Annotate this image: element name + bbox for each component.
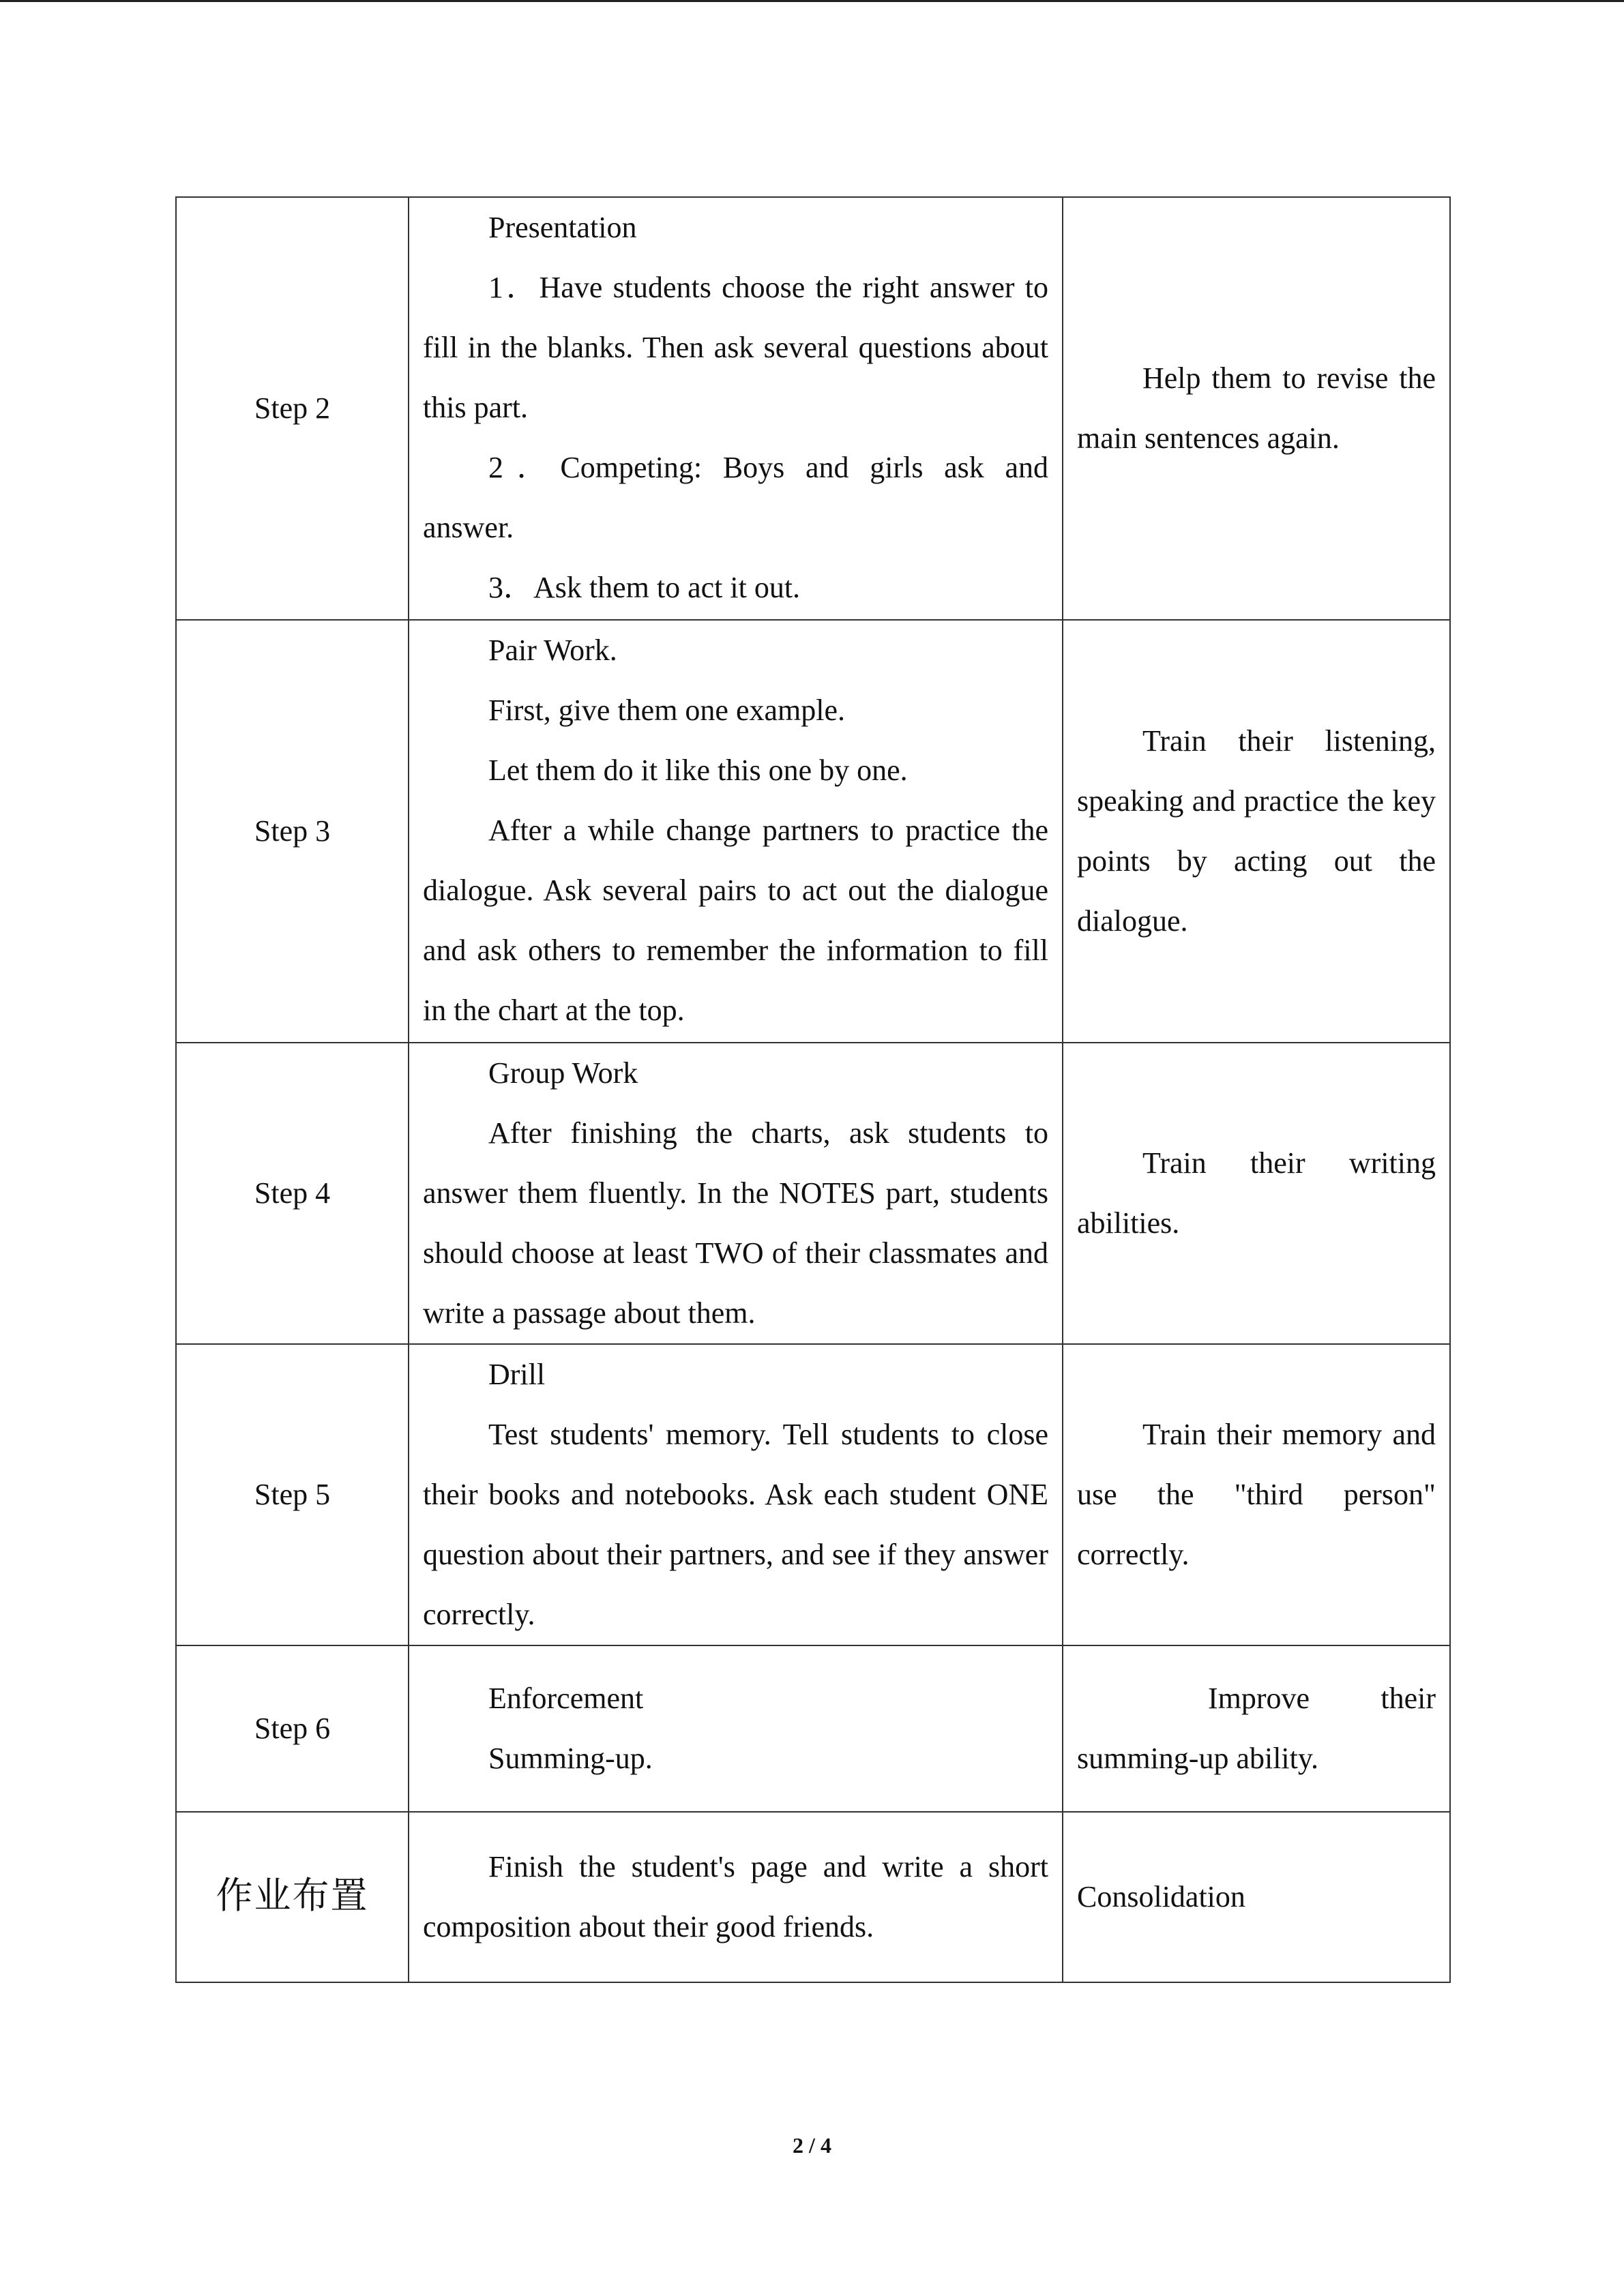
purpose-text: Consolidation (1077, 1880, 1245, 1913)
step-label: Step 6 (254, 1712, 331, 1745)
table-row-step-4 (176, 1043, 1450, 1344)
procedure-cell (409, 197, 1063, 620)
step-label: Step 3 (254, 814, 331, 848)
table-row-step-6 (176, 1645, 1450, 1812)
purpose-text: Train their writing abilities. (1077, 1146, 1436, 1240)
procedure-item: After a while change partners to practice the dialogue. Ask several pairs to act out the dialogue and ask others to remember the information to fill in the chart at the top. (423, 814, 1048, 1027)
procedure-cell (409, 1645, 1063, 1812)
step-cell (176, 1645, 409, 1812)
purpose-text: Train their listening, speaking and practice the key points by acting out the dialogue. (1077, 724, 1436, 938)
purpose-line: summing-up ability. (1077, 1742, 1319, 1775)
procedure-heading: Pair Work. (488, 633, 617, 667)
purpose-text: Help them to revise the main sentences again. (1077, 361, 1436, 455)
purpose-cell (1063, 197, 1450, 620)
step-cell (176, 620, 409, 1043)
step-cell (176, 1812, 409, 1982)
procedure-item: After finishing the charts, ask students to answer them fluently. In the NOTES part, students should choose at least TWO of their classmates and write a passage about them. (423, 1116, 1048, 1330)
procedure-item: First, give them one example. (488, 694, 845, 727)
purpose-cell (1063, 1344, 1450, 1645)
step-cell (176, 197, 409, 620)
procedure-heading: Drill (488, 1358, 546, 1391)
procedure-item: Test students' memory. Tell students to close their books and notebooks. Ask each student ONE question about their partners, and see if they answer correctly. (423, 1418, 1048, 1631)
procedure-heading: Group Work (488, 1056, 638, 1090)
top-border-line (0, 0, 1624, 2)
homework-label: 作业布置 (216, 1874, 369, 1917)
procedure-item: 1．Have students choose the right answer to fill in the blanks. Then ask several questions about this part. (423, 271, 1048, 424)
purpose-word: their (1381, 1682, 1436, 1715)
step-label: Step 5 (254, 1478, 331, 1511)
table-row-homework (176, 1812, 1450, 1982)
table-row-step-3 (176, 620, 1450, 1043)
procedure-item: Let them do it like this one by one. (488, 754, 908, 787)
lesson-plan-table (175, 196, 1451, 1983)
procedure-heading: Presentation (488, 211, 637, 244)
step-cell (176, 1344, 409, 1645)
procedure-item: 3．Ask them to act it out. (488, 571, 801, 604)
purpose-word: Improve (1208, 1682, 1310, 1715)
procedure-item: Summing-up. (488, 1742, 653, 1775)
step-label: Step 2 (254, 391, 331, 425)
step-label: Step 4 (254, 1176, 331, 1210)
purpose-text: Train their memory and use the "third person" correctly. (1077, 1418, 1436, 1571)
procedure-cell (409, 1812, 1063, 1982)
procedure-heading: Enforcement (488, 1682, 644, 1715)
purpose-line (1077, 1669, 1436, 1729)
procedure-item: 2．Competing: Boys and girls ask and answer. (423, 451, 1048, 544)
table-row-step-5 (176, 1344, 1450, 1645)
purpose-cell (1063, 1043, 1450, 1344)
table-row-step-2 (176, 197, 1450, 620)
step-cell (176, 1043, 409, 1344)
procedure-item: Finish the student's page and write a short composition about their good friends. (423, 1850, 1048, 1943)
procedure-cell (409, 1344, 1063, 1645)
procedure-cell (409, 620, 1063, 1043)
purpose-cell (1063, 1812, 1450, 1982)
page-number: 2 / 4 (793, 2133, 831, 2158)
purpose-cell (1063, 1645, 1450, 1812)
purpose-cell (1063, 620, 1450, 1043)
procedure-cell (409, 1043, 1063, 1344)
